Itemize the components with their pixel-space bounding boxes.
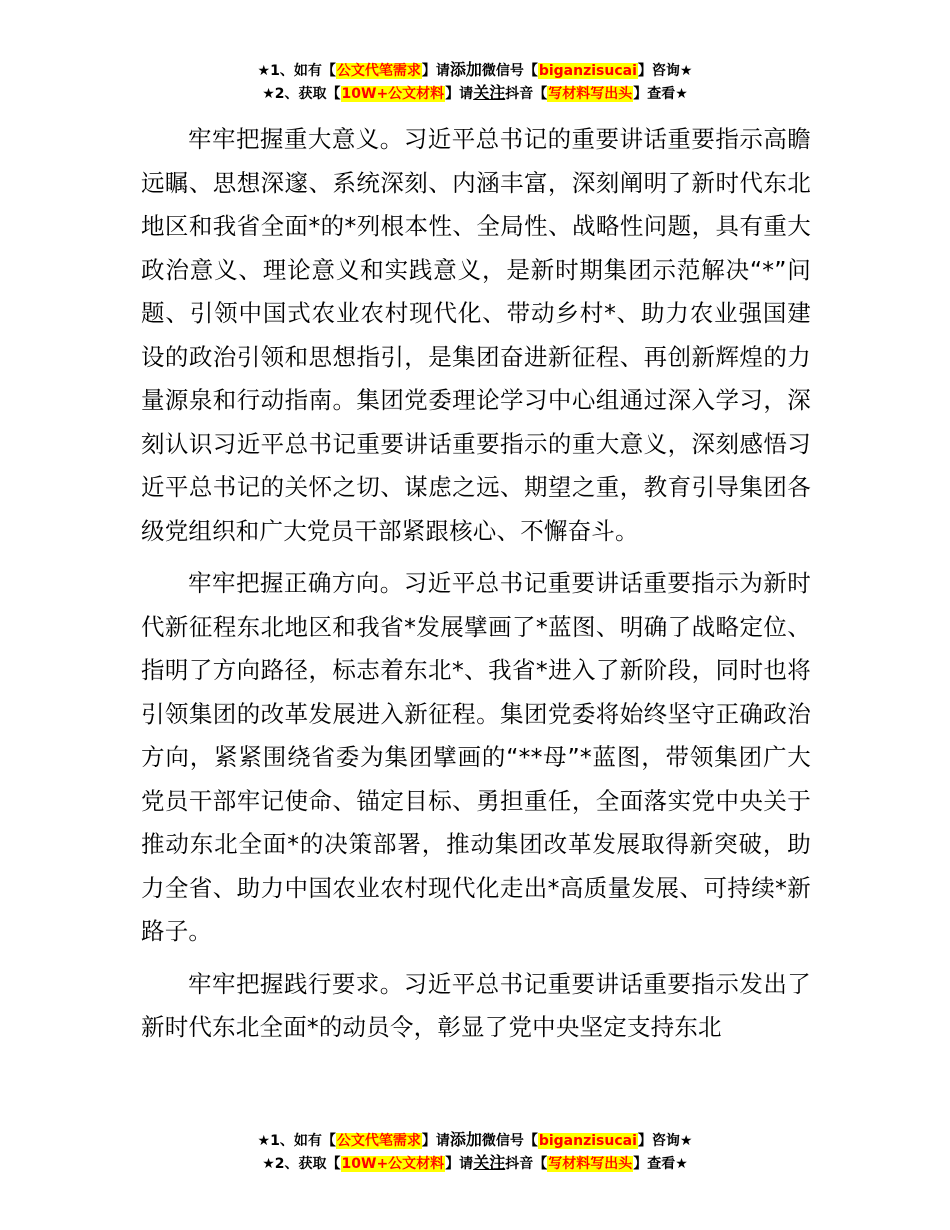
banner-text: 抖音【 bbox=[505, 86, 548, 102]
banner-text: 】请 bbox=[421, 63, 450, 79]
banner-text: 】请 bbox=[445, 1156, 474, 1172]
star-icon: ★ bbox=[675, 86, 688, 102]
document-body bbox=[141, 118, 811, 1050]
banner-emphasis: 添加 bbox=[449, 60, 482, 79]
paragraph-significance: 牢牢把握重大意义。习近平总书记的重要讲话重要指示高瞻远瞩、思想深邃、系统深刻、内涵丰富，深刻阐明了新时代东北地区和我省全面*的*列根本性、全局性、战略性问题，具有重大政治意义、理论意义和实践意义，是新时期集团示范解决“*”问题、引领中国式农业农村现代化、带动乡村*、助力农业强国建设的政治引领和思想指引，是集团奋进新征程、再创新辉煌的力量源泉和行动指南。集团党委理论学习中心组通过深入学习，深刻认识习近平总书记重要讲话重要指示的重大意义，深刻感悟习近平总书记的关怀之切、谋虑之远、期望之重，教育引导集团各级党组织和广大党员干部紧跟核心、不懈奋斗。 bbox=[141, 125, 811, 545]
banner-line-2 bbox=[0, 82, 950, 105]
banner-emphasis: 关注 bbox=[473, 1153, 506, 1172]
banner-line-1 bbox=[0, 59, 950, 82]
banner-emphasis: 关注 bbox=[473, 83, 506, 102]
highlight-douyin-account: 写材料写出头 bbox=[548, 1156, 633, 1172]
star-icon: ★ bbox=[679, 63, 693, 79]
banner-text: 微信号【 bbox=[481, 1133, 538, 1149]
star-icon: ★ bbox=[257, 1133, 271, 1149]
highlight-wechat-id: biganzisucai bbox=[538, 63, 637, 79]
banner-text: 抖音【 bbox=[505, 1156, 548, 1172]
paragraph-direction: 牢牢把握正确方向。习近平总书记重要讲话重要指示为新时代新征程东北地区和我省*发展擘画了*蓝图、明确了战略定位、指明了方向路径，标志着东北*、我省*进入了新阶段，同时也将引领集团的改革发展进入新征程。集团党委将始终坚守正确政治方向，紧紧围绕省委为集团擘画的“**母”*蓝图，带领集团广大党员干部牢记使命、锚定目标、勇担重任，全面落实党中央关于推动东北全面*的决策部署，推动集团改革发展取得新突破，助力全省、助力中国农业农村现代化走出*高质量发展、可持续*新路子。 bbox=[141, 569, 811, 945]
header-banner bbox=[0, 59, 950, 105]
banner-text: 1、如有【 bbox=[270, 1133, 336, 1149]
banner-text: 】咨询 bbox=[637, 1133, 680, 1149]
star-icon: ★ bbox=[257, 63, 271, 79]
highlight-materials: 10W+公文材料 bbox=[341, 86, 445, 102]
banner-text: 1、如有【 bbox=[270, 63, 336, 79]
banner-emphasis: 添加 bbox=[449, 1130, 482, 1149]
banner-text: 微信号【 bbox=[481, 63, 538, 79]
highlight-wechat-id: biganzisucai bbox=[538, 1133, 637, 1149]
banner-line-1 bbox=[0, 1129, 950, 1152]
banner-text: 】请 bbox=[421, 1133, 450, 1149]
highlight-douyin-account: 写材料写出头 bbox=[548, 86, 633, 102]
highlight-writing-service: 公文代笔需求 bbox=[336, 1133, 421, 1149]
star-icon: ★ bbox=[262, 86, 275, 102]
highlight-materials: 10W+公文材料 bbox=[341, 1156, 445, 1172]
highlight-writing-service: 公文代笔需求 bbox=[336, 63, 421, 79]
banner-text: 2、获取【 bbox=[274, 86, 341, 102]
star-icon: ★ bbox=[679, 1133, 693, 1149]
star-icon: ★ bbox=[675, 1156, 688, 1172]
banner-text: 】查看 bbox=[633, 1156, 676, 1172]
banner-text: 】咨询 bbox=[637, 63, 680, 79]
banner-line-2 bbox=[0, 1152, 950, 1175]
star-icon: ★ bbox=[262, 1156, 275, 1172]
banner-text: 2、获取【 bbox=[274, 1156, 341, 1172]
banner-text: 】请 bbox=[445, 86, 474, 102]
footer-banner bbox=[0, 1129, 950, 1175]
banner-text: 】查看 bbox=[633, 86, 676, 102]
paragraph-requirements: 牢牢把握践行要求。习近平总书记重要讲话重要指示发出了新时代东北全面*的动员令，彰显了党中央坚定支持东北 bbox=[141, 969, 811, 1041]
